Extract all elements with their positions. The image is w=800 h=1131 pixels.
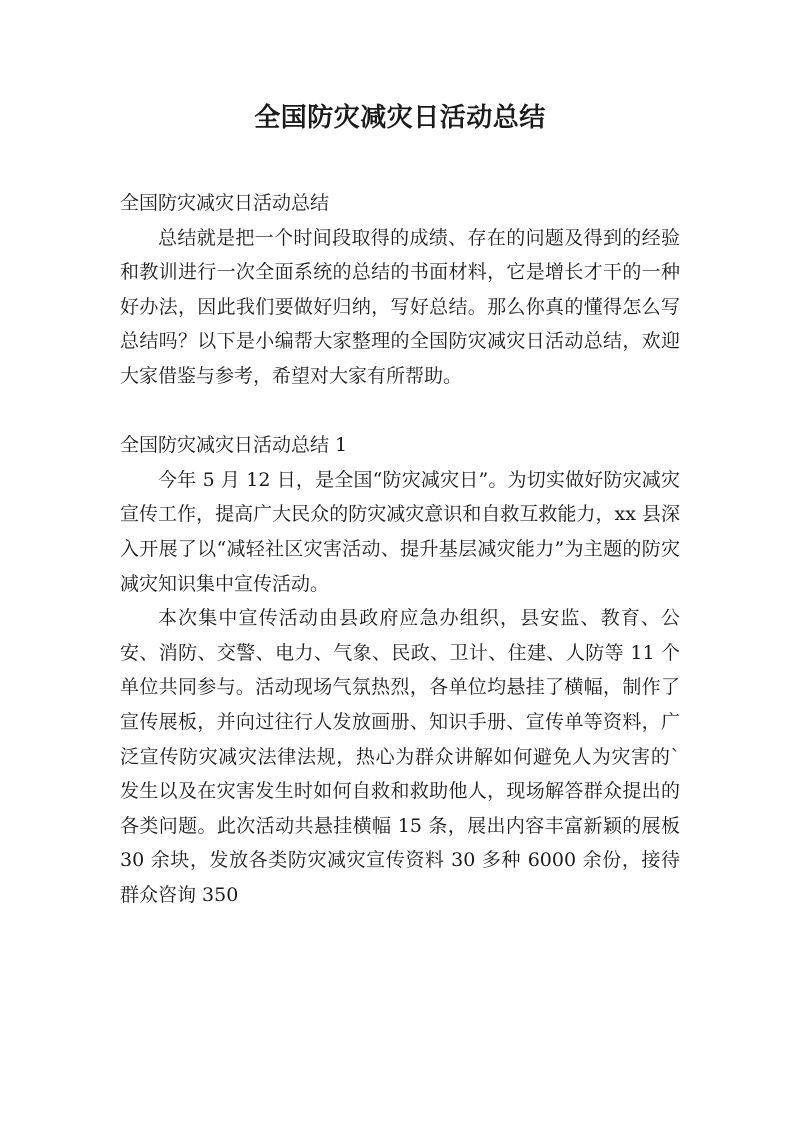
- document-body: [120, 186, 680, 912]
- section1-heading: 全国防灾减灾日活动总结 1: [120, 434, 348, 457]
- section-spacer: [120, 394, 680, 429]
- document-title: 全国防灾减灾日活动总结: [254, 103, 546, 133]
- intro-paragraph: 总结就是把一个时间段取得的成绩、存在的问题及得到的经验和教训进行一次全面系统的总结的书面材料，它是增长才干的一种好办法，因此我们要做好归纳，写好总结。那么你真的懂得怎么写总结吗？以下是小编帮大家整理的全国防灾减灾日活动总结，欢迎大家借鉴与参考，希望对大家有所帮助。: [120, 226, 680, 387]
- intro-heading: 全国防灾减灾日活动总结: [120, 192, 330, 214]
- section1-paragraph: 今年 5 月 12 日，是全国“防灾减灾日”。为切实做好防灾减灾宣传工作，提高广大民众的防灾减灾意识和自救互救能力，xx 县深入开展了以“减轻社区灾害活动、提升基层减灾能力”为主题的防灾减灾知识集中宣传活动。: [120, 468, 680, 595]
- section1-paragraph: 本次集中宣传活动由县政府应急办组织，县安监、教育、公安、消防、交警、电力、气象、民政、卫计、住建、人防等 11 个单位共同参与。活动现场气氛热烈，各单位均悬挂了横幅，制作了宣传展板，并向过往行人发放画册、知识手册、宣传单等资料，广泛宣传防灾减灾法律法规，热心为群众讲解如何避免人为灾害的`发生以及在灾害发生时如何自救和救助他人，现场解答群众提出的各类问题。此次活动共悬挂横幅 15 条，展出内容丰富新颖的展板 30 余块，发放各类防灾减灾宣传资料 30 多种 6000 余份，接待群众咨询 350: [120, 607, 680, 906]
